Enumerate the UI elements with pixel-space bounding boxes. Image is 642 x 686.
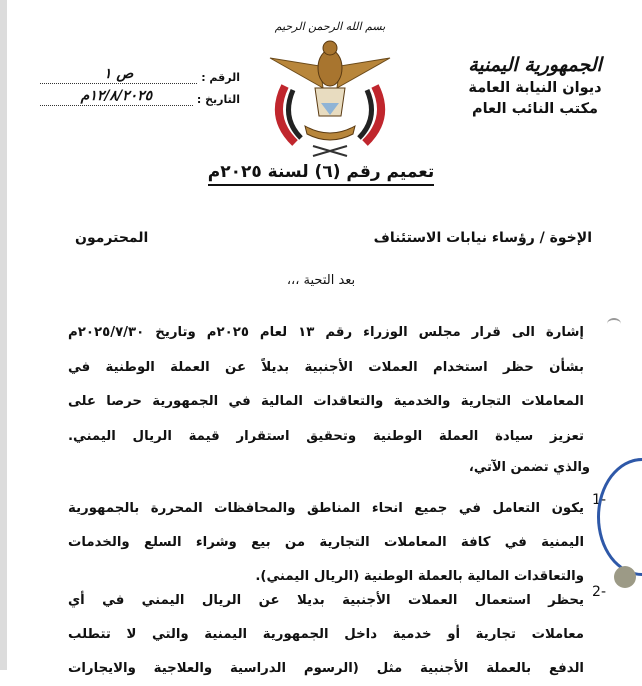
date-value: ١٢/٨/٢٠٢٥م bbox=[40, 88, 193, 106]
item-line: والتعاقدات المالية بالعملة الوطنية (الريال اليمني). bbox=[255, 569, 584, 584]
list-item bbox=[68, 492, 606, 594]
office-name: ديوان النيابة العامة bbox=[468, 80, 602, 96]
item-number: 1- bbox=[592, 492, 606, 508]
reference-number bbox=[40, 66, 240, 84]
circular-title bbox=[0, 162, 642, 182]
list-item bbox=[68, 584, 606, 686]
item-line: معاملات تجارية أو خدمية داخل الجمهورية اليمنية والتي لا تتطلب bbox=[68, 627, 584, 642]
basmala: بسم الله الرحمن الرحيم bbox=[274, 20, 386, 33]
paragraph-line: تعزيز سيادة العملة الوطنية وتحقيق استقرار قيمة الريال اليمني. bbox=[68, 428, 584, 444]
item-number: 2- bbox=[592, 584, 606, 600]
page-edge bbox=[0, 0, 7, 670]
country-name: الجمهورية اليمنية bbox=[468, 54, 602, 76]
item-line: اليمنية في كافة المعاملات التجارية من بيع وشراء السلع والخدمات bbox=[68, 535, 584, 550]
respected-label: المحترمون bbox=[75, 230, 149, 246]
title-text: تعميم رقم (٦) لسنة ٢٠٢٥م bbox=[208, 162, 434, 186]
paragraph-line: المعاملات التجارية والخدمية والتعاقدات المالية في الجمهورية حرصا على bbox=[68, 394, 584, 409]
reference-value: ص ١ bbox=[40, 66, 197, 84]
sub-office-name: مكتب النائب العام bbox=[471, 101, 599, 117]
emblem-icon bbox=[265, 18, 395, 158]
reference-label: الرقم : bbox=[201, 71, 240, 84]
paragraph-line: إشارة الى قرار مجلس الوزراء رقم ١٣ لعام ٢٠٢٥م وتاريخ ٢٠٢٥/٧/٣٠م bbox=[68, 325, 584, 340]
item-line: الدفع بالعملة الأجنبية مثل (الرسوم الدراسية والعلاجية والايجارات bbox=[68, 661, 584, 676]
item-line: يحظر استعمال العملات الأجنبية بديلا عن الريال اليمني في أي bbox=[68, 593, 584, 608]
date-label: التاريخ : bbox=[196, 93, 240, 106]
paragraph-line: بشأن حظر استخدام العملات الأجنبية بديلاً عن العملة الوطنية في bbox=[68, 359, 584, 375]
staple-mark bbox=[607, 318, 621, 330]
addressee: الإخوة / رؤساء نيابات الاستئناف bbox=[373, 230, 592, 246]
intro-paragraph bbox=[68, 316, 584, 454]
letterhead-right bbox=[450, 52, 620, 120]
pin-mark bbox=[614, 566, 636, 588]
intro-list-label: والذي تضمن الآتي، bbox=[468, 460, 590, 475]
item-line: يكون التعامل في جميع انحاء المناطق والمحافظات المحررة بالجمهورية bbox=[68, 501, 584, 516]
official-stamp-icon bbox=[597, 458, 642, 576]
greeting: بعد التحية ،،، bbox=[286, 273, 356, 288]
date-field bbox=[40, 88, 240, 106]
